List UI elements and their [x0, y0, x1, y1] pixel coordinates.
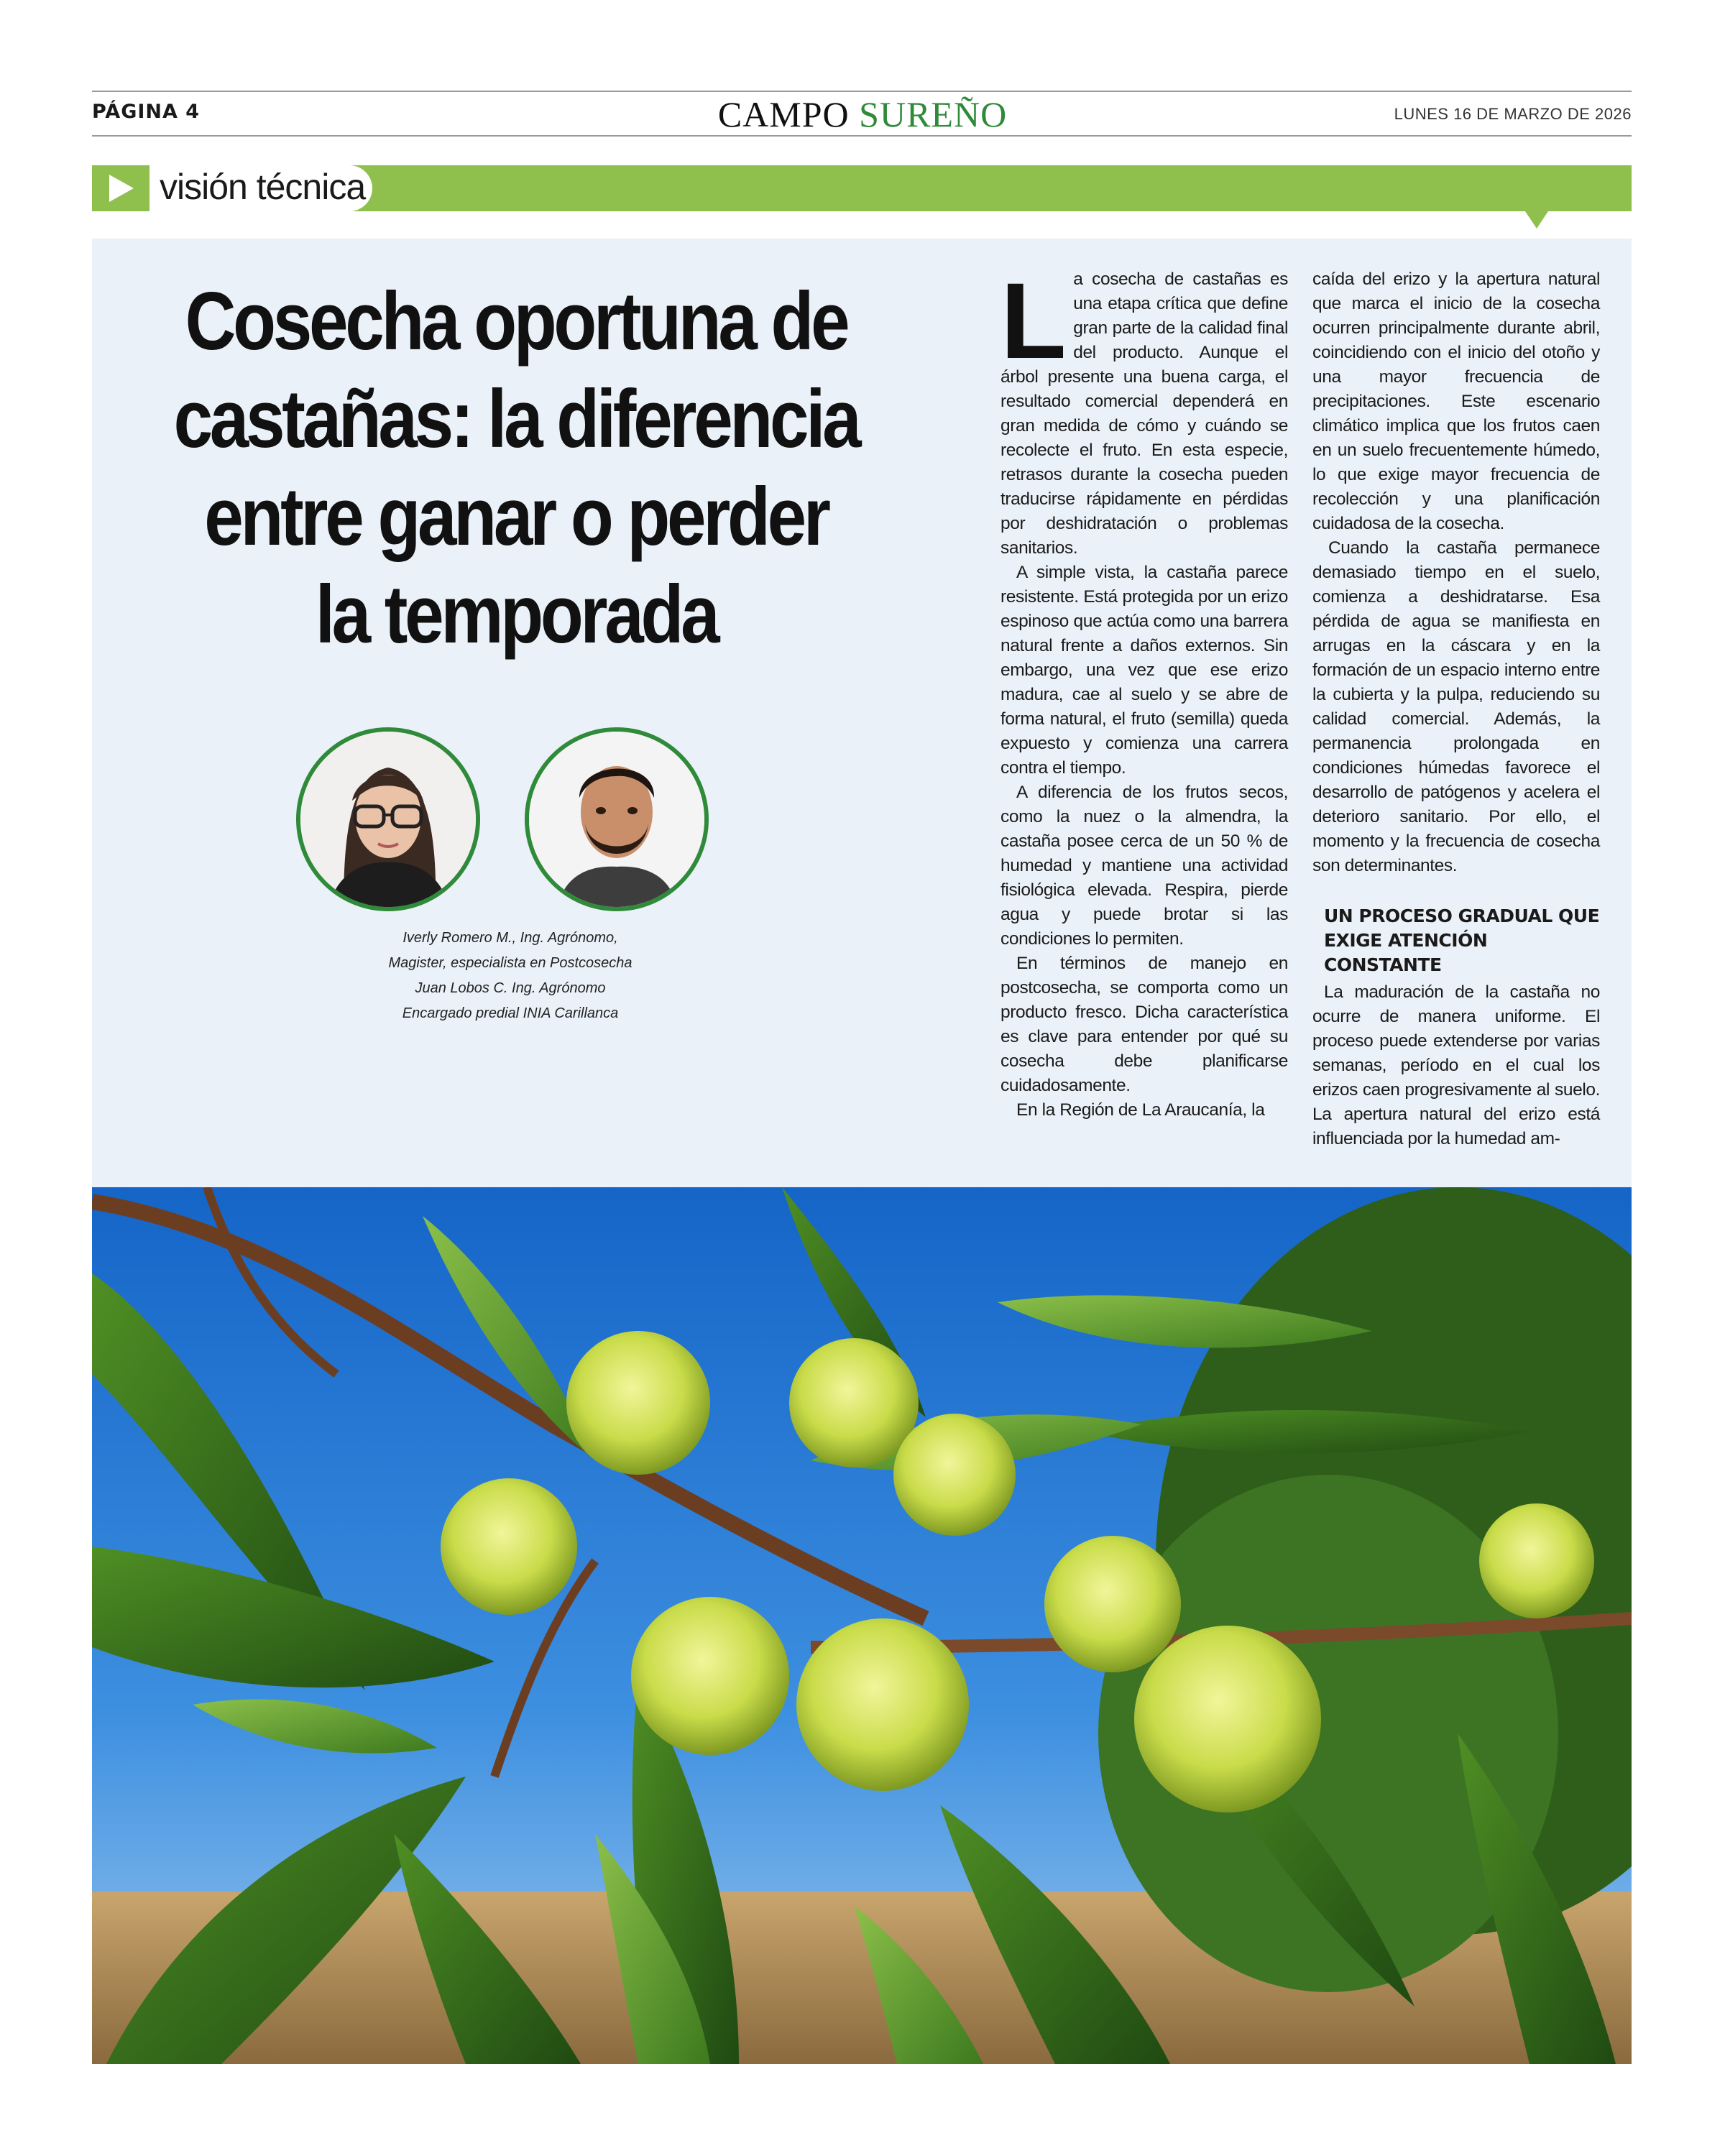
drop-cap: L: [1000, 260, 1067, 381]
author-credits: [309, 926, 712, 1026]
header-top-rule: [92, 91, 1632, 92]
body-paragraph: caída del erizo y la apertura natural que marca el inicio de la cosecha ocurren principalmente durante abril, coincidiendo con el inicio del otoño y una mayor frecuencia de precipitaciones. Este escenario climático implica que los frutos caen en un suelo frecuentemente húmedo, lo que exige mayor frecuencia de recolección y una planificación cuidadosa de la cosecha.: [1312, 270, 1600, 533]
article-headline: Cosecha oportuna de castañas: la diferencia entre ganar o perder la temporada: [173, 276, 859, 660]
body-paragraph: La maduración de la castaña no ocurre de manera uniforme. El proceso puede extenderse por varias semanas, período en el cual los erizos caen progresivamente al suelo. La apertura natural del erizo está influenciada por la humedad am-: [1312, 982, 1600, 1148]
body-paragraph: En la Región de La Araucanía, la: [1016, 1100, 1265, 1120]
section-banner-notch: [1525, 211, 1548, 229]
body-paragraph: La cosecha de castañas es una etapa crítica que define gran parte de la calidad final del producto. Aunque el árbol presente una buena carga, el resultado comercial dependerá en gran medida de cómo y cuándo se recolecte el fruto. En esta especie, retrasos durante la cosecha pueden traducirse rápidamente en pérdidas por deshidratación o problemas sanitarios.: [1000, 260, 1288, 558]
author-credit-line: Iverly Romero M., Ing. Agrónomo,: [402, 930, 618, 946]
issue-date: LUNES 16 DE MARZO DE 2026: [1394, 105, 1632, 123]
author-photo-lobos: [525, 727, 709, 911]
body-paragraph: En términos de manejo en postcosecha, se comporta como un producto fresco. Dicha característica es clave para entender por qué su cosecha debe planificarse cuidadosamente.: [1000, 954, 1288, 1095]
body-paragraph: A simple vista, la castaña parece resistente. Está protegida por un erizo espinoso que actúa como una barrera natural frente a daños externos. Sin embargo, una vez que ese erizo madura, cae al suelo y se abre de forma natural, el fruto (semilla) queda expuesto y comienza una carrera contra el tiempo.: [1000, 563, 1288, 778]
body-column-1: [1000, 260, 1288, 1123]
header-bottom-rule: [92, 135, 1632, 137]
body-paragraph: Cuando la castaña permanece demasiado tiempo en el suelo, comienza a deshidratarse. Esa pérdida de agua se manifiesta en arrugas en la cáscara y en la formación de un espacio interno entre la cubierta y la pulpa, reduciendo su calidad comercial. Además, la permanencia prolongada en condiciones húmedas favorece el desarrollo de patógenos y acelera el deterioro sanitario. Por ello, el momento y la frecuencia de cosecha son determinantes.: [1312, 538, 1600, 875]
masthead-part1: CAMPO: [717, 94, 850, 134]
author-photo-romero: [296, 727, 480, 911]
page-number: PÁGINA 4: [92, 101, 201, 123]
body-column-2: [1312, 267, 1600, 1151]
author-credit-line: Magister, especialista en Postcosecha: [388, 955, 632, 971]
author-credit-line: Encargado predial INIA Carillanca: [402, 1005, 619, 1021]
body-paragraph: A diferencia de los frutos secos, como la nuez o la almendra, la castaña posee cerca de un 50 % de humedad y mantiene una actividad fisiológica elevada. Respira, pierde agua y puede brotar si las condiciones lo permiten.: [1000, 783, 1288, 949]
masthead-part2: SUREÑO: [859, 94, 1008, 134]
section-label: visión técnica: [160, 167, 366, 207]
article-subhead: UN PROCESO GRADUAL QUE EXIGE ATENCIÓN CONSTANTE: [1324, 906, 1600, 975]
play-triangle-icon: [92, 165, 150, 211]
chestnut-tree-photo: [92, 1187, 1632, 2064]
author-credit-line: Juan Lobos C. Ing. Agrónomo: [415, 980, 606, 996]
